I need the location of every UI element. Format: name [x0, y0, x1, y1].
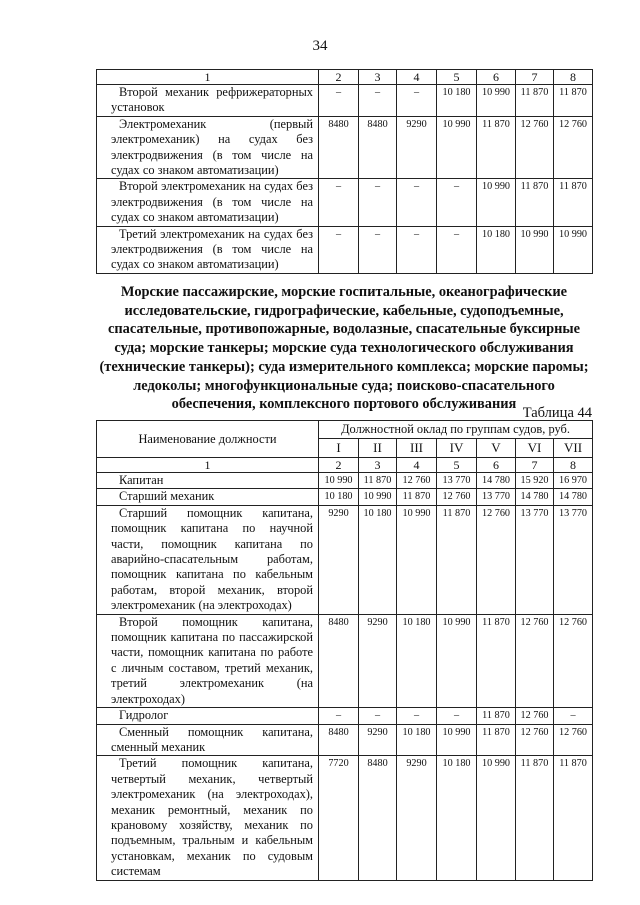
- salary-cell: 10 180: [359, 505, 397, 614]
- table-row: [97, 85, 593, 117]
- salary-cell: 9290: [397, 116, 437, 179]
- salary-cell: 12 760: [516, 708, 554, 724]
- salary-cell: –: [359, 179, 397, 226]
- salary-cell: 13 770: [554, 505, 593, 614]
- salary-cell: 10 180: [397, 724, 437, 756]
- section-title: Морские пассажирские, морские госпитальные, океанографические исследовательские, гидрографические, кабельные, судоподъемные, спасательные, противопожарные, водолазные, спасательные буксирные суда; морские танкеры; морские суда технологического обслуживания (технические танкеры); суда измерительного комплекса; морские паромы; ледоколы; многофункциональные суда; поисково-спасательного обеспечения, комплексного портового обслуживания: [99, 284, 589, 413]
- salary-cell: 10 990: [477, 85, 516, 117]
- position-name: Третий помощник капитана, четвертый механик, четвертый электромеханик (на электроходах), механик ремонтный, механик по крановому хозяйству, механик по подъемным, тральным и кабельным установкам, механик по судовым системам: [97, 756, 319, 880]
- table-row: [97, 756, 593, 880]
- salary-cell: 9290: [319, 505, 359, 614]
- colnum-cell: 3: [359, 458, 397, 473]
- table-header-row: [97, 421, 593, 439]
- salary-cell: 12 760: [397, 473, 437, 489]
- salary-cell: 10 990: [477, 179, 516, 226]
- salary-cell: 9290: [397, 756, 437, 880]
- colnum-cell: 2: [319, 70, 359, 85]
- salary-cell: 12 760: [554, 116, 593, 179]
- colnum-cell: 7: [516, 458, 554, 473]
- salary-cell: 10 180: [437, 85, 477, 117]
- salary-cell: 10 990: [319, 473, 359, 489]
- salary-cell: –: [437, 708, 477, 724]
- colnum-cell: 8: [554, 458, 593, 473]
- salary-cell: 10 180: [397, 614, 437, 707]
- colnum-cell: 8: [554, 70, 593, 85]
- table-row: [97, 614, 593, 707]
- position-name: Сменный помощник капитана, сменный механик: [97, 724, 319, 756]
- salary-cell: 12 760: [516, 724, 554, 756]
- salary-cell: 14 780: [554, 489, 593, 505]
- group-header: V: [477, 439, 516, 458]
- salary-cell: –: [397, 708, 437, 724]
- table-continued: [96, 69, 593, 274]
- group-header: I: [319, 439, 359, 458]
- salary-cell: 12 760: [437, 489, 477, 505]
- salary-cell: 11 870: [359, 473, 397, 489]
- salary-cell: 11 870: [397, 489, 437, 505]
- salary-cell: 11 870: [554, 756, 593, 880]
- salary-cell: 15 920: [516, 473, 554, 489]
- salary-cell: 13 770: [477, 489, 516, 505]
- salary-cell: –: [397, 179, 437, 226]
- colnum-cell: 4: [397, 70, 437, 85]
- salary-cell: –: [397, 85, 437, 117]
- table2-colnum-row: [97, 458, 593, 473]
- salary-cell: 10 180: [477, 226, 516, 273]
- salary-cell: 11 870: [516, 85, 554, 117]
- salary-cell: –: [359, 226, 397, 273]
- salary-cell: 9290: [359, 614, 397, 707]
- position-name: Электромеханик (первый электромеханик) на судах без электродвижения (в том числе на судах со знаком автоматизации): [97, 116, 319, 179]
- salary-cell: 10 990: [437, 614, 477, 707]
- salary-cell: 10 990: [554, 226, 593, 273]
- salary-cell: –: [319, 226, 359, 273]
- salary-cell: 12 760: [554, 614, 593, 707]
- salary-cell: 12 760: [516, 614, 554, 707]
- salary-cell: 8480: [319, 614, 359, 707]
- table-row: [97, 489, 593, 505]
- header-position-name: Наименование должности: [97, 421, 319, 458]
- position-name: Капитан: [97, 473, 319, 489]
- salary-cell: –: [319, 85, 359, 117]
- salary-cell: 8480: [319, 724, 359, 756]
- salary-cell: 12 760: [554, 724, 593, 756]
- colnum-cell: 1: [97, 70, 319, 85]
- table1-colnum-row: [97, 70, 593, 85]
- salary-cell: 11 870: [554, 85, 593, 117]
- position-name: Старший помощник капитана, помощник капитана по научной части, помощник капитана по аварийно-спасательным работам, помощник капитана по кабельным работам, второй механик, второй электромеханик (на электроходах): [97, 505, 319, 614]
- page-number: 34: [312, 38, 328, 54]
- header-salary: Должностной оклад по группам судов, руб.: [319, 421, 593, 439]
- salary-cell: 11 870: [516, 756, 554, 880]
- table-caption: Таблица 44: [522, 405, 592, 421]
- salary-cell: 10 990: [397, 505, 437, 614]
- salary-cell: 10 990: [359, 489, 397, 505]
- salary-cell: 11 870: [477, 116, 516, 179]
- position-name: Второй электромеханик на судах без электродвижения (в том числе на судах со знаком автоматизации): [97, 179, 319, 226]
- salary-cell: 13 770: [437, 473, 477, 489]
- colnum-cell: 4: [397, 458, 437, 473]
- colnum-cell: 6: [477, 70, 516, 85]
- salary-cell: –: [319, 179, 359, 226]
- salary-cell: –: [319, 708, 359, 724]
- group-header: VII: [554, 439, 593, 458]
- salary-cell: 14 780: [477, 473, 516, 489]
- colnum-cell: 5: [437, 458, 477, 473]
- group-header: IV: [437, 439, 477, 458]
- salary-cell: 11 870: [477, 614, 516, 707]
- salary-cell: 8480: [359, 756, 397, 880]
- salary-cell: 11 870: [477, 708, 516, 724]
- salary-cell: 11 870: [437, 505, 477, 614]
- position-name: Третий электромеханик на судах без электродвижения (в том числе на судах со знаком автоматизации): [97, 226, 319, 273]
- colnum-cell: 5: [437, 70, 477, 85]
- salary-cell: 10 180: [437, 756, 477, 880]
- table-row: [97, 226, 593, 273]
- salary-cell: 12 760: [477, 505, 516, 614]
- position-name: Второй механик рефрижераторных установок: [97, 85, 319, 117]
- salary-cell: 10 990: [437, 724, 477, 756]
- salary-cell: 7720: [319, 756, 359, 880]
- salary-cell: 14 780: [516, 489, 554, 505]
- salary-cell: 9290: [359, 724, 397, 756]
- colnum-cell: 6: [477, 458, 516, 473]
- salary-cell: 10 990: [437, 116, 477, 179]
- salary-cell: 8480: [319, 116, 359, 179]
- colnum-cell: 1: [97, 458, 319, 473]
- salary-cell: 13 770: [516, 505, 554, 614]
- salary-cell: 11 870: [516, 179, 554, 226]
- table-row: [97, 724, 593, 756]
- table-row: [97, 708, 593, 724]
- group-header: VI: [516, 439, 554, 458]
- position-name: Второй помощник капитана, помощник капитана по пассажирской части, помощник капитана по работе с личным составом, третий механик, третий электромеханик (на электроходах): [97, 614, 319, 707]
- table-row: [97, 505, 593, 614]
- salary-cell: 10 990: [477, 756, 516, 880]
- position-name: Старший механик: [97, 489, 319, 505]
- salary-cell: –: [437, 179, 477, 226]
- salary-cell: –: [359, 85, 397, 117]
- table-row: [97, 116, 593, 179]
- salary-cell: 10 180: [319, 489, 359, 505]
- group-header: III: [397, 439, 437, 458]
- salary-cell: –: [437, 226, 477, 273]
- position-name: Гидролог: [97, 708, 319, 724]
- table-row: [97, 473, 593, 489]
- colnum-cell: 2: [319, 458, 359, 473]
- salary-cell: –: [554, 708, 593, 724]
- salary-cell: 16 970: [554, 473, 593, 489]
- salary-cell: –: [397, 226, 437, 273]
- group-header: II: [359, 439, 397, 458]
- colnum-cell: 7: [516, 70, 554, 85]
- salary-cell: 8480: [359, 116, 397, 179]
- salary-cell: 12 760: [516, 116, 554, 179]
- salary-cell: 10 990: [516, 226, 554, 273]
- salary-cell: 11 870: [554, 179, 593, 226]
- colnum-cell: 3: [359, 70, 397, 85]
- salary-cell: –: [359, 708, 397, 724]
- table-row: [97, 179, 593, 226]
- salary-cell: 11 870: [477, 724, 516, 756]
- table-44: [96, 420, 593, 881]
